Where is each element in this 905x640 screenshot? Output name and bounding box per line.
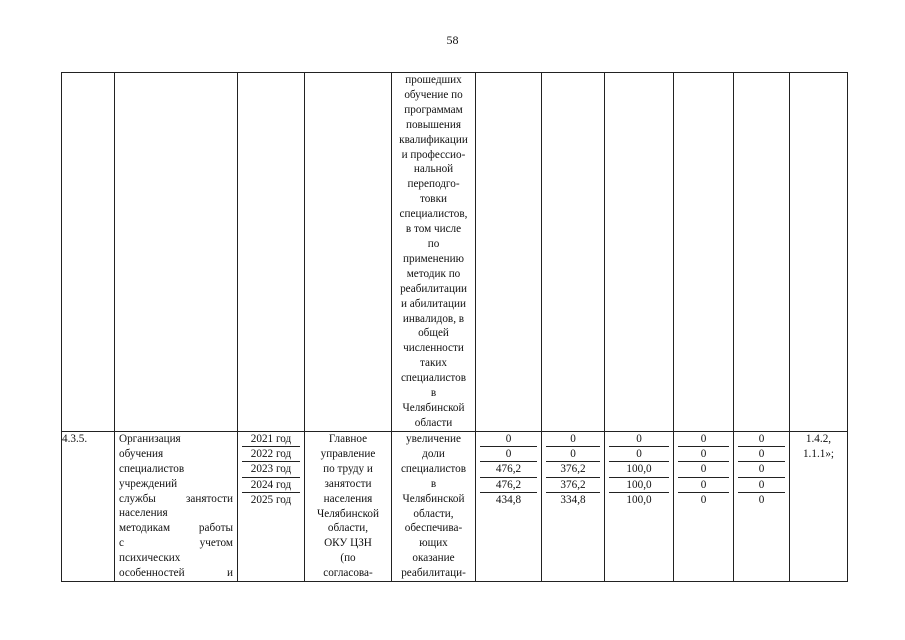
item-name-word: работы [198, 522, 233, 535]
value-cell: 434,8 [495, 493, 522, 506]
executor-line: (по [340, 552, 356, 565]
result-line: увеличение [406, 433, 461, 445]
result-cell [392, 432, 476, 582]
indicator-line: таких [419, 357, 447, 370]
indicator-line: и профессио- [401, 148, 466, 161]
years-cell [238, 432, 305, 582]
result-line: ющих [419, 537, 448, 550]
value-cell: 0 [678, 462, 729, 477]
item-name-word: обучения [119, 447, 164, 460]
item-name-line [115, 477, 237, 492]
empty-cell [238, 73, 305, 432]
executor-line: занятости [324, 477, 372, 490]
result-line: Челябинской [402, 492, 465, 505]
item-name-word: службы [119, 492, 156, 505]
result-line: в [430, 477, 437, 490]
reference-line: 1.4.2, [805, 433, 832, 445]
indicator-line: Челябинской [402, 401, 465, 414]
indicator-line: области [414, 416, 453, 429]
year-label: 2024 год [242, 478, 300, 493]
value-cell: 100,0 [626, 493, 652, 506]
indicator-line: переподго- [407, 178, 460, 191]
indicator-line: нальной [413, 163, 454, 176]
item-name-line [115, 506, 237, 521]
indicator-line: по [427, 237, 440, 250]
item-name-word: населения [119, 507, 168, 520]
result-line: доли [422, 447, 445, 460]
reference-line: 1.1.1»; [802, 447, 835, 460]
indicator-line: инвалидов, в [402, 312, 465, 325]
value-cell: 0 [738, 478, 785, 493]
item-name-word: особенностей [119, 567, 185, 580]
result-line: оказание [412, 552, 455, 565]
year-label: 2025 год [250, 493, 292, 506]
empty-cell [305, 73, 392, 432]
item-name-word: специалистов [119, 462, 185, 475]
item-name-word: и [227, 567, 233, 580]
item-name-line [115, 551, 237, 566]
indicator-line: в [430, 387, 437, 400]
executor-line: управление [320, 447, 376, 460]
value-cell: 0 [678, 478, 729, 493]
value-cell: 0 [678, 432, 729, 447]
values-col-1 [476, 432, 542, 582]
year-label: 2021 год [242, 432, 300, 447]
indicator-line: и абилитации [401, 297, 466, 310]
value-cell: 376,2 [546, 462, 600, 477]
indicator-line: специалистов, [399, 208, 468, 221]
item-name-line [115, 566, 237, 581]
value-cell: 0 [758, 493, 765, 506]
indicator-cell [392, 73, 476, 432]
item-name-line [115, 521, 237, 536]
value-cell: 0 [738, 447, 785, 462]
value-cell: 476,2 [480, 462, 537, 477]
values-col-2 [542, 432, 605, 582]
item-name-line [115, 536, 237, 551]
item-name-word: Организация [119, 433, 181, 445]
indicator-line: обучение по [404, 88, 463, 101]
item-name [115, 432, 238, 582]
indicator-line: в том числе [405, 223, 462, 236]
item-name-word: учетом [199, 537, 233, 550]
value-cell: 0 [546, 447, 600, 462]
value-cell: 100,0 [609, 462, 669, 477]
reference-cell [790, 432, 848, 582]
value-cell: 0 [700, 493, 707, 506]
indicator-line: применению [403, 252, 464, 265]
indicator-line: программам [404, 103, 463, 116]
indicator-line: прошедших [405, 74, 462, 86]
executor-cell [305, 432, 392, 582]
indicator-line: общей [418, 327, 449, 340]
year-label: 2022 год [242, 447, 300, 462]
values-col-4 [674, 432, 734, 582]
item-name-word: занятости [186, 492, 233, 505]
executor-line: населения [323, 492, 373, 505]
empty-cell [115, 73, 238, 432]
result-line: области, [413, 507, 454, 520]
program-table [61, 72, 848, 582]
empty-cell [542, 73, 605, 432]
item-name-line [115, 492, 237, 507]
empty-cell [605, 73, 674, 432]
item-name-word: учреждений [119, 477, 178, 490]
page-number: 58 [446, 33, 459, 47]
value-cell: 0 [480, 447, 537, 462]
value-cell: 0 [480, 432, 537, 447]
executor-line: Главное [328, 433, 368, 445]
year-label: 2023 год [242, 462, 300, 477]
item-name-word: с [119, 537, 124, 550]
value-cell: 0 [738, 462, 785, 477]
executor-line: согласова- [323, 567, 373, 580]
item-name-line [115, 462, 237, 477]
indicator-line: повышения [405, 118, 462, 131]
indicator-line: методик по [406, 267, 461, 280]
values-col-3 [605, 432, 674, 582]
indicator-line: специалистов [400, 372, 467, 385]
indicator-line: реабилитации [400, 282, 467, 295]
value-cell: 0 [678, 447, 729, 462]
empty-cell [674, 73, 734, 432]
indicator-line: товки [419, 193, 448, 206]
table-row [62, 73, 848, 432]
value-cell: 0 [609, 432, 669, 447]
table-row [62, 432, 848, 582]
value-cell: 476,2 [480, 478, 537, 493]
indicator-line: численности [403, 342, 464, 355]
value-cell: 0 [738, 432, 785, 447]
empty-cell [62, 73, 115, 432]
item-name-word: психических [119, 552, 181, 565]
value-cell: 0 [546, 432, 600, 447]
empty-cell [476, 73, 542, 432]
values-col-5 [734, 432, 790, 582]
item-number: 4.3.5. [62, 432, 115, 582]
empty-cell [734, 73, 790, 432]
executor-line: Челябинской [316, 507, 380, 520]
item-name-word: методикам [119, 522, 171, 535]
empty-cell [790, 73, 848, 432]
executor-line: ОКУ ЦЗН [324, 537, 372, 550]
value-cell: 0 [609, 447, 669, 462]
item-name-line [115, 447, 237, 462]
result-line: специалистов [400, 462, 467, 475]
value-cell: 376,2 [546, 478, 600, 493]
value-cell: 100,0 [609, 478, 669, 493]
executor-line: области, [327, 522, 369, 535]
result-line: реабилитаци- [401, 567, 466, 580]
indicator-line: квалификации [399, 133, 468, 146]
executor-line: по труду и [323, 462, 373, 475]
result-line: обеспечива- [404, 522, 463, 535]
value-cell: 334,8 [560, 493, 586, 506]
item-name-line [115, 432, 237, 447]
